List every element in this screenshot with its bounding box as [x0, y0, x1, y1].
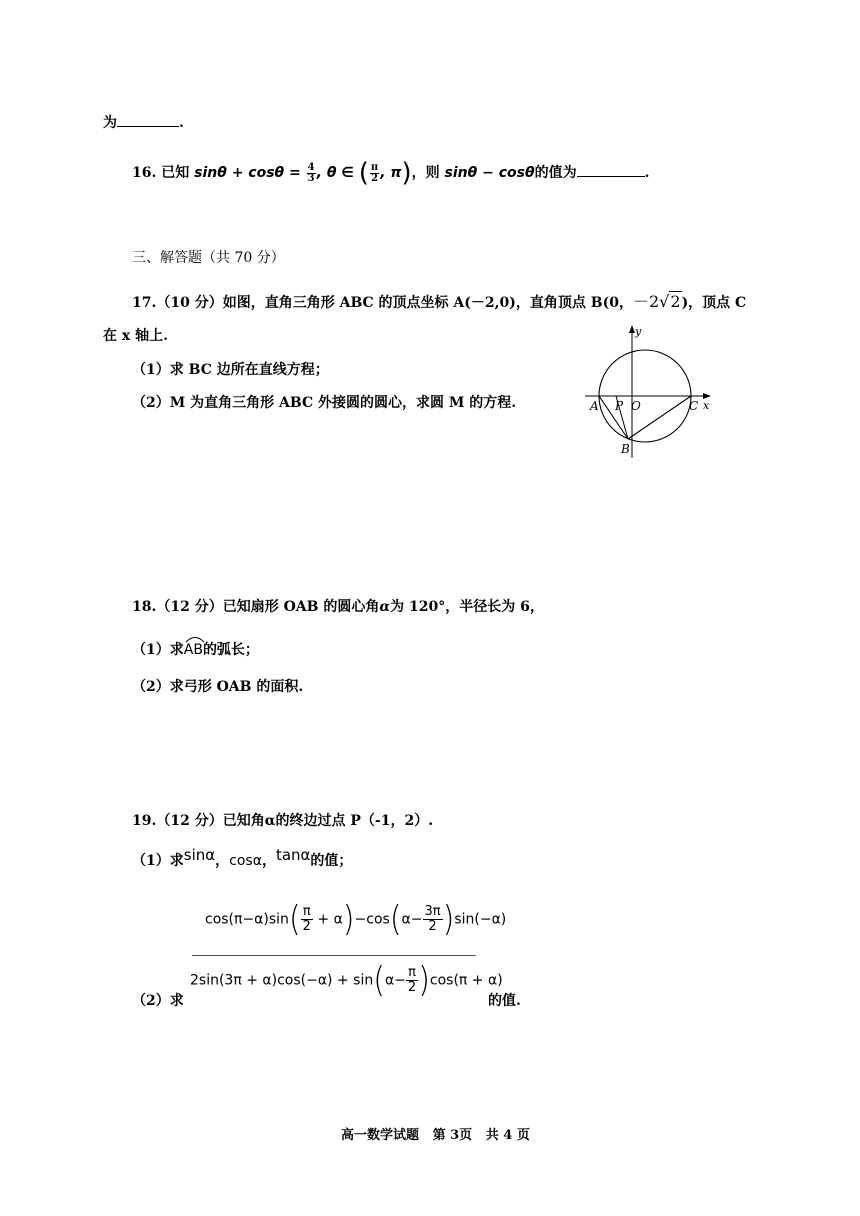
label-C: C [689, 399, 699, 413]
fraction-bar [192, 955, 476, 956]
q19-part2-suffix: 的值. [488, 993, 521, 1009]
question-16: 16. 已知 sinθ + cosθ = $\frac{4}{3}$ , θ ∈ ( $\frac{\pi}{2}$ , π)，则 sinθ − cosθ的值为 . [132, 158, 650, 188]
q17-line2: 在 x 轴上. [103, 328, 168, 344]
q17-part1: （1）求 BC 边所在直线方程； [132, 362, 329, 378]
label-y: y [635, 325, 642, 338]
q19-part1: （1）求sinα，cosα，tanα的值； [132, 846, 353, 869]
page-footer: 高一数学试题 第 3页 共 4 页 [341, 1128, 530, 1143]
label-O: O [631, 399, 641, 413]
q17-part2: （2）M 为直角三角形 ABC 外接圆的圆心，求圆 M 的方程. [132, 395, 517, 411]
section-title: 三、解答题（共 70 分） [132, 250, 285, 266]
q19-part2-prefix: （2）求 [132, 993, 184, 1009]
fraction-pi-2: $\frac{\pi}{2}$ [370, 161, 379, 184]
answer-blank[interactable] [577, 176, 645, 177]
segment-AB [599, 396, 628, 439]
q18-line1: 18.（12 分）已知扇形 OAB 的圆心角α为 120°，半径长为 6， [132, 599, 544, 615]
q18-part2: （2）求弓形 OAB 的面积. [132, 679, 304, 695]
label-x: x [703, 399, 710, 412]
q17-figure [585, 323, 715, 458]
q17-line1: 17.（10 分）如图，直角三角形 ABC 的顶点坐标 A(－2,0)，直角顶点 B(0，－2√2)，顶点 C [132, 292, 747, 311]
q19-denominator: 2sin(3π + α)cos(−α) + sin(α− $\frac{\pi}{2}$ )cos(π + α) [190, 960, 503, 1001]
q19-numerator: cos(π−α)sin( $\frac{\pi}{2}$ + α)−cos(α− $\frac{3\pi}{2}$ )sin(−α) [205, 899, 507, 940]
q15-tail: 为 . [103, 115, 184, 131]
arc-AB: AB [184, 642, 203, 658]
answer-blank[interactable] [117, 126, 179, 127]
q18-part1: （1）求 AB的弧长； [132, 639, 259, 659]
label-P: P [615, 399, 624, 413]
label-B: B [621, 442, 630, 456]
q19-line1: 19.（12 分）已知角α的终边过点 P（-1，2）. [132, 813, 434, 829]
arc-mark-icon [184, 635, 206, 643]
fraction-4-3: $\frac{4}{3}$ [307, 161, 315, 184]
label-A: A [590, 399, 599, 413]
